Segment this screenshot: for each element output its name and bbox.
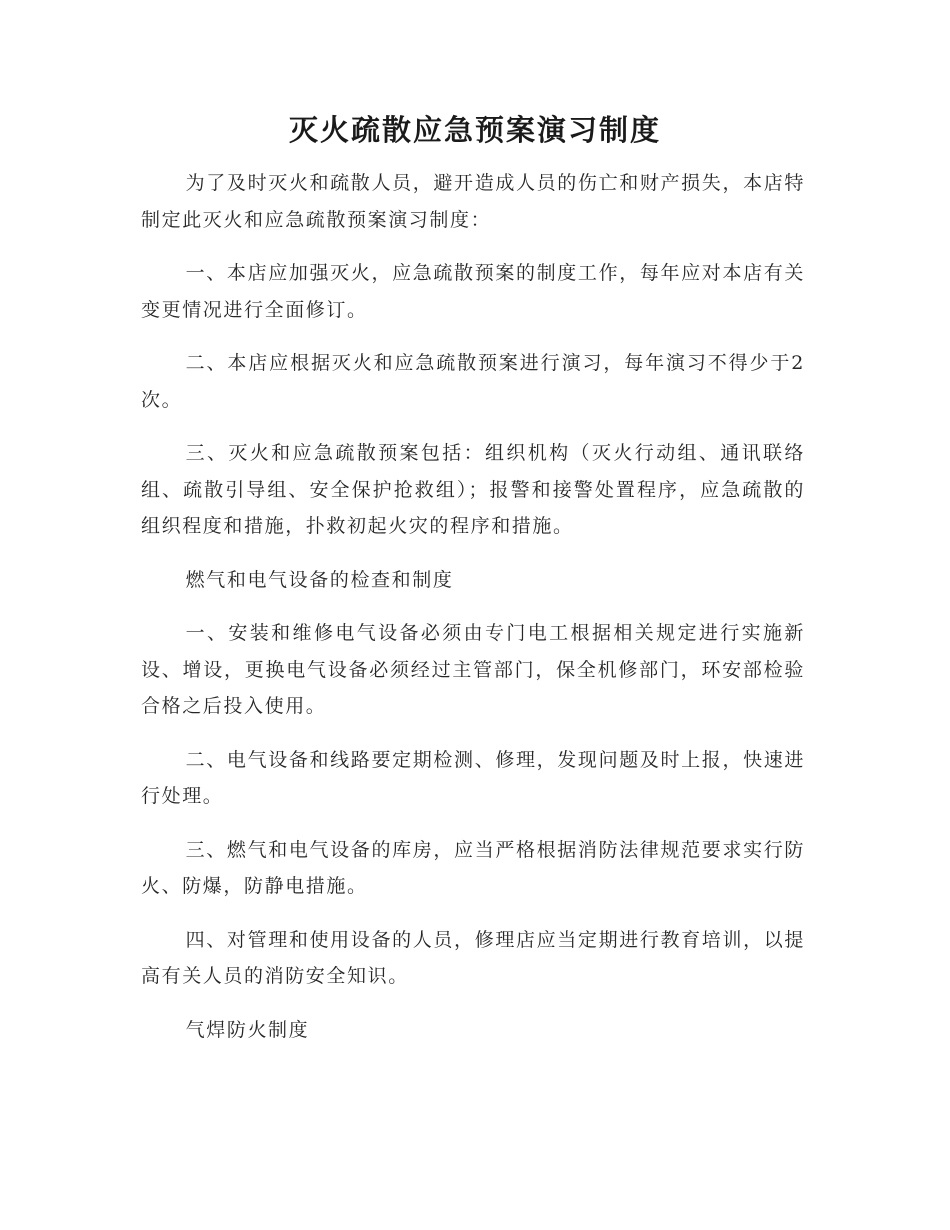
paragraph-item-3: 三、灭火和应急疏散预案包括：组织机构（灭火行动组、通讯联络组、疏散引导组、安全保护抢救组）；报警和接警处置程序，应急疏散的组织程度和措施，扑救初起火灾的程序和措施。 xyxy=(141,442,805,537)
section-heading-gas-welding: 气焊防火制度 xyxy=(185,1018,310,1041)
paragraph-gas-item-1: 一、安装和维修电气设备必须由专门电工根据相关规定进行实施新设、增设，更换电气设备必须经过主管部门，保全机修部门，环安部检验合格之后投入使用。 xyxy=(141,622,805,717)
paragraph-item-1: 一、本店应加强灭火，应急疏散预案的制度工作，每年应对本店有关变更情况进行全面修订。 xyxy=(141,262,805,321)
paragraph-gas-item-4: 四、对管理和使用设备的人员，修理店应当定期进行教育培训，以提高有关人员的消防安全知识。 xyxy=(141,928,805,987)
document-title: 灭火疏散应急预案演习制度 xyxy=(288,113,661,147)
paragraph-intro: 为了及时灭火和疏散人员，避开造成人员的伤亡和财产损失，本店特制定此灭火和应急疏散预案演习制度： xyxy=(141,172,805,231)
document-body xyxy=(141,165,805,1065)
paragraph-item-2: 二、本店应根据灭火和应急疏散预案进行演习，每年演习不得少于2次。 xyxy=(141,352,805,411)
paragraph-gas-item-3: 三、燃气和电气设备的库房，应当严格根据消防法律规范要求实行防火、防爆，防静电措施。 xyxy=(141,838,805,897)
section-heading-gas-electric: 燃气和电气设备的检查和制度 xyxy=(185,568,454,591)
paragraph-gas-item-2: 二、电气设备和线路要定期检测、修理，发现问题及时上报，快速进行处理。 xyxy=(141,748,805,807)
